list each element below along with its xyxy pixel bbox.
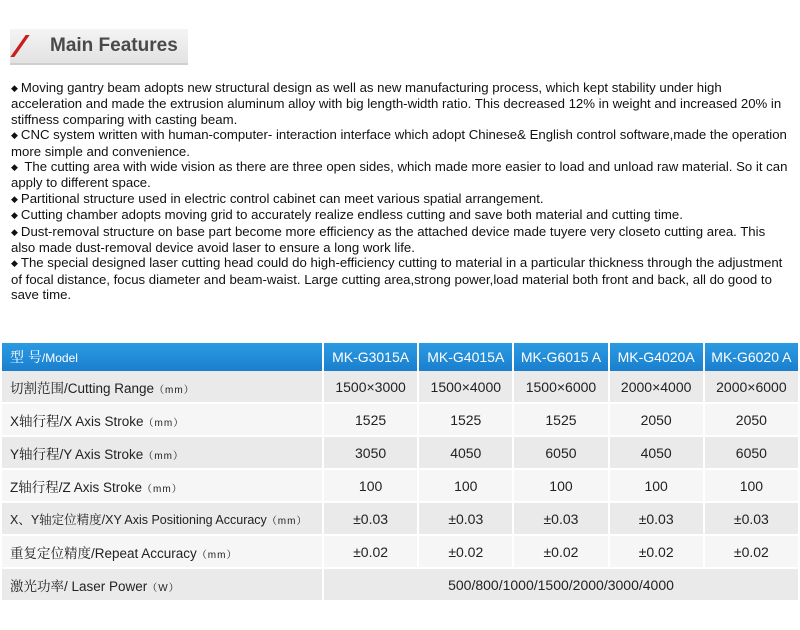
table-cell: 2000×6000 bbox=[705, 371, 798, 404]
row-label: X、Y轴定位精度/XY Axis Positioning Accuracy（mm） bbox=[2, 503, 322, 536]
row-label: 激光功率/ Laser Power（W） bbox=[2, 569, 322, 602]
diamond-bullet-icon: ◆ bbox=[11, 258, 18, 269]
table-cell: 100 bbox=[419, 470, 512, 503]
diamond-bullet-icon: ◆ bbox=[11, 162, 18, 173]
table-cell: 6050 bbox=[705, 437, 798, 470]
feature-item: ◆ Moving gantry beam adopts new structural design as well as new manufacturing process, which kept stability under high acceleration and made the extrusion aluminum alloy with big length-width ratio. This decreased 12% in weight and increased 20% in stiffness comparing with casting beam. bbox=[11, 80, 782, 127]
laser-power-value: 500/800/1000/1500/2000/3000/4000 bbox=[324, 569, 798, 602]
diamond-bullet-icon: ◆ bbox=[11, 226, 18, 237]
row-label: Y轴行程/Y Axis Stroke（mm） bbox=[2, 437, 322, 470]
table-cell: 1500×3000 bbox=[324, 371, 417, 404]
table-cell: 100 bbox=[610, 470, 703, 503]
table-cell: 2050 bbox=[705, 404, 798, 437]
feature-item: ◆ Cutting chamber adopts moving grid to accurately realize endless cutting and save both material and cutting time. bbox=[11, 207, 683, 223]
feature-item: ◆ CNC system written with human-computer- interaction interface which adopt Chinese& English control software,made the operation more simple and convenience. bbox=[11, 127, 787, 159]
model-col-header: MK-G6020 A bbox=[705, 343, 798, 371]
table-cell: 4050 bbox=[419, 437, 512, 470]
table-cell: ±0.02 bbox=[514, 536, 607, 569]
model-col-header: MK-G4015A bbox=[419, 343, 512, 371]
table-cell: 1525 bbox=[324, 404, 417, 437]
diamond-bullet-icon: ◆ bbox=[11, 210, 18, 221]
feature-item: ◆ The cutting area with wide vision as there are three open sides, which made more easier to load and unload raw material. So it can apply to different space. bbox=[11, 159, 788, 191]
table-cell: ±0.03 bbox=[705, 503, 798, 536]
spec-table bbox=[0, 343, 800, 602]
table-cell: ±0.02 bbox=[419, 536, 512, 569]
feature-item: ◆ The special designed laser cutting head could do high-efficiency cutting to material in a particular thickness through the adjustment of focal distance, focus diameter and beam-waist. Large cutting area,strong power,load material both front and back, all do good to save time. bbox=[11, 255, 783, 303]
table-cell: 100 bbox=[705, 470, 798, 503]
table-cell: 2000×4000 bbox=[610, 371, 703, 404]
section-title: Main Features bbox=[50, 35, 178, 56]
table-cell: 1500×4000 bbox=[419, 371, 512, 404]
diamond-bullet-icon: ◆ bbox=[11, 130, 18, 141]
table-cell: 100 bbox=[514, 470, 607, 503]
diamond-bullet-icon: ◆ bbox=[11, 193, 18, 204]
table-row bbox=[2, 437, 798, 470]
table-cell: 100 bbox=[324, 470, 417, 503]
model-col-header: MK-G6015 A bbox=[514, 343, 607, 371]
row-label: 切割范围/Cutting Range（mm） bbox=[2, 371, 322, 404]
table-cell: ±0.03 bbox=[514, 503, 607, 536]
table-cell: 2050 bbox=[610, 404, 703, 437]
row-label: X轴行程/X Axis Stroke（mm） bbox=[2, 404, 322, 437]
table-cell: ±0.02 bbox=[324, 536, 417, 569]
diamond-bullet-icon: ◆ bbox=[11, 83, 18, 93]
table-cell: 4050 bbox=[610, 437, 703, 470]
table-row bbox=[2, 569, 798, 602]
table-cell: ±0.02 bbox=[705, 536, 798, 569]
model-header: 型 号/Model bbox=[2, 343, 322, 371]
table-cell: 1525 bbox=[419, 404, 512, 437]
feature-item: ◆ Dust-removal structure on base part become more efficiency as the attached device made tuyere very closeto cutting area. This also made dust-removal device avoid laser to ensure a long work life. bbox=[11, 223, 766, 256]
table-header-row bbox=[2, 343, 798, 371]
table-row bbox=[2, 404, 798, 437]
table-cell: ±0.03 bbox=[610, 503, 703, 536]
row-label: 重复定位精度/Repeat Accuracy（mm） bbox=[2, 536, 322, 569]
table-cell: 1500×6000 bbox=[514, 371, 607, 404]
table-cell: ±0.03 bbox=[419, 503, 512, 536]
table-cell: 1525 bbox=[514, 404, 607, 437]
row-label: Z轴行程/Z Axis Stroke（mm） bbox=[2, 470, 322, 503]
features-list bbox=[11, 80, 789, 303]
model-col-header: MK-G4020A bbox=[610, 343, 703, 371]
table-cell: 3050 bbox=[324, 437, 417, 470]
red-slash-icon bbox=[10, 35, 29, 57]
table-row bbox=[2, 470, 798, 503]
model-col-header: MK-G3015A bbox=[324, 343, 417, 371]
table-cell: ±0.03 bbox=[324, 503, 417, 536]
table-row bbox=[2, 536, 798, 569]
section-header bbox=[10, 29, 188, 65]
table-cell: 6050 bbox=[514, 437, 607, 470]
table-row bbox=[2, 371, 798, 404]
table-cell: ±0.02 bbox=[610, 536, 703, 569]
feature-item: ◆ Partitional structure used in electric control cabinet can meet various spatial arrangement. bbox=[11, 190, 544, 206]
table-row bbox=[2, 503, 798, 536]
